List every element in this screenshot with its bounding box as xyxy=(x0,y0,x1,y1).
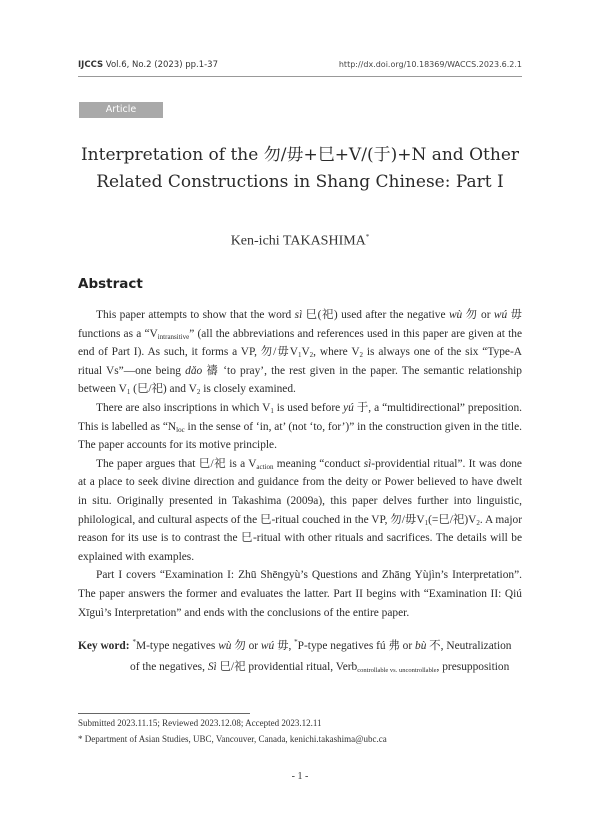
page-number: - 1 - xyxy=(291,771,309,782)
submission-dates: Submitted 2023.11.15; Reviewed 2023.12.08; Accepted 2023.12.11 xyxy=(78,718,322,728)
author-footnote-mark: * xyxy=(365,233,370,241)
abstract-paragraph-2: There are also inscriptions in which $V_1$ is used before yú 于, a “multidirectional” preposition. This is labelled as “$N_{loc}$ in the sense of ‘in, at’ (not ‘to, for’)” in the construction given in the title. The paper accounts for its motive principle. xyxy=(78,401,523,452)
journal-name: IJCCS xyxy=(78,60,104,70)
doi-link[interactable]: http://dx.doi.org/10.18369/WACCS.2023.6.2.1 xyxy=(338,60,522,69)
footnote-rule xyxy=(78,713,250,714)
header-rule xyxy=(78,76,522,77)
author-affiliation: * Department of Asian Studies, UBC, Vancouver, Canada, kenichi.takashima@ubc.ca xyxy=(78,734,387,744)
title-line-2: Related Constructions in Shang Chinese: Part I xyxy=(96,172,504,192)
keywords: Key word: *M-type negatives wù 勿 or wú 毋, *P-type negatives fú 弗 or bù 不, Neutralization of the negatives, Sì 巳/祀 providential ritual, Verb$_{controllable vs. uncontrollable}$, presupposition xyxy=(78,636,522,678)
abstract-heading: Abstract xyxy=(78,276,143,292)
keywords-line-2: of the negatives, Sì 巳/祀 providential ritual, Verb$_{controllable vs. uncontrollable}$, presupposition xyxy=(130,661,510,674)
paper-title xyxy=(60,142,540,196)
abstract-body xyxy=(78,306,522,622)
keywords-label: Key word: xyxy=(78,640,130,652)
author-text: Ken-ichi TAKASHIMA xyxy=(230,233,366,249)
journal-citation xyxy=(78,60,218,70)
article-type-badge: Article xyxy=(79,102,163,118)
abstract-paragraph-4: Part I covers “Examination I: Zhū Shēngyù’s Questions and Zhāng Yùjìn’s Interpretation”. The paper answers the former and evaluates the latter. Part II begins with “Examination II: Qiú Xīguì’s Interpretation” and ends with the conclusions of the entire paper. xyxy=(78,569,522,619)
abstract-paragraph-1: This paper attempts to show that the word sì 巳(祀) used after the negative wù 勿 or wú 毋 functions as a “$V_{intransitive}$” (all the abbreviations and references used in this paper are given at the end of Part I). As such, it forms a VP, 勿/毋$V_1V_2$, where $V_2$ is always one of the six “Type-A ritual Vs”—one being dǎo 禱 ‘to pray’, the rest given in the paper. The semantic relationship between $V_1$ (巳/祀) and $V_2$ is closely examined. xyxy=(78,309,523,397)
title-line-1: Interpretation of the 勿/毋+巳+V/(于)+N and Other xyxy=(80,145,520,165)
abstract-paragraph-3: The paper argues that 巳/祀 is a $V_{action}$ meaning “conduct sì-providential ritual”. It was done at a place to seek divine direction and guidance from the deity or Power believed to have dwelt in situ. Originally presented in Takashima (2009a), this paper delves further into linguistic, philological, and cultural aspects of the 巳-ritual couched in the VP, 勿/毋$V_1(=$巳/祀)$V_2$. A major reason for its use is to contrast the 巳-ritual with other rituals and sacrifices. The details will be explained with examples. xyxy=(78,457,522,563)
author-name xyxy=(0,233,600,250)
volume-info: Vol.6, No.2 (2023) pp.1-37 xyxy=(105,60,218,70)
